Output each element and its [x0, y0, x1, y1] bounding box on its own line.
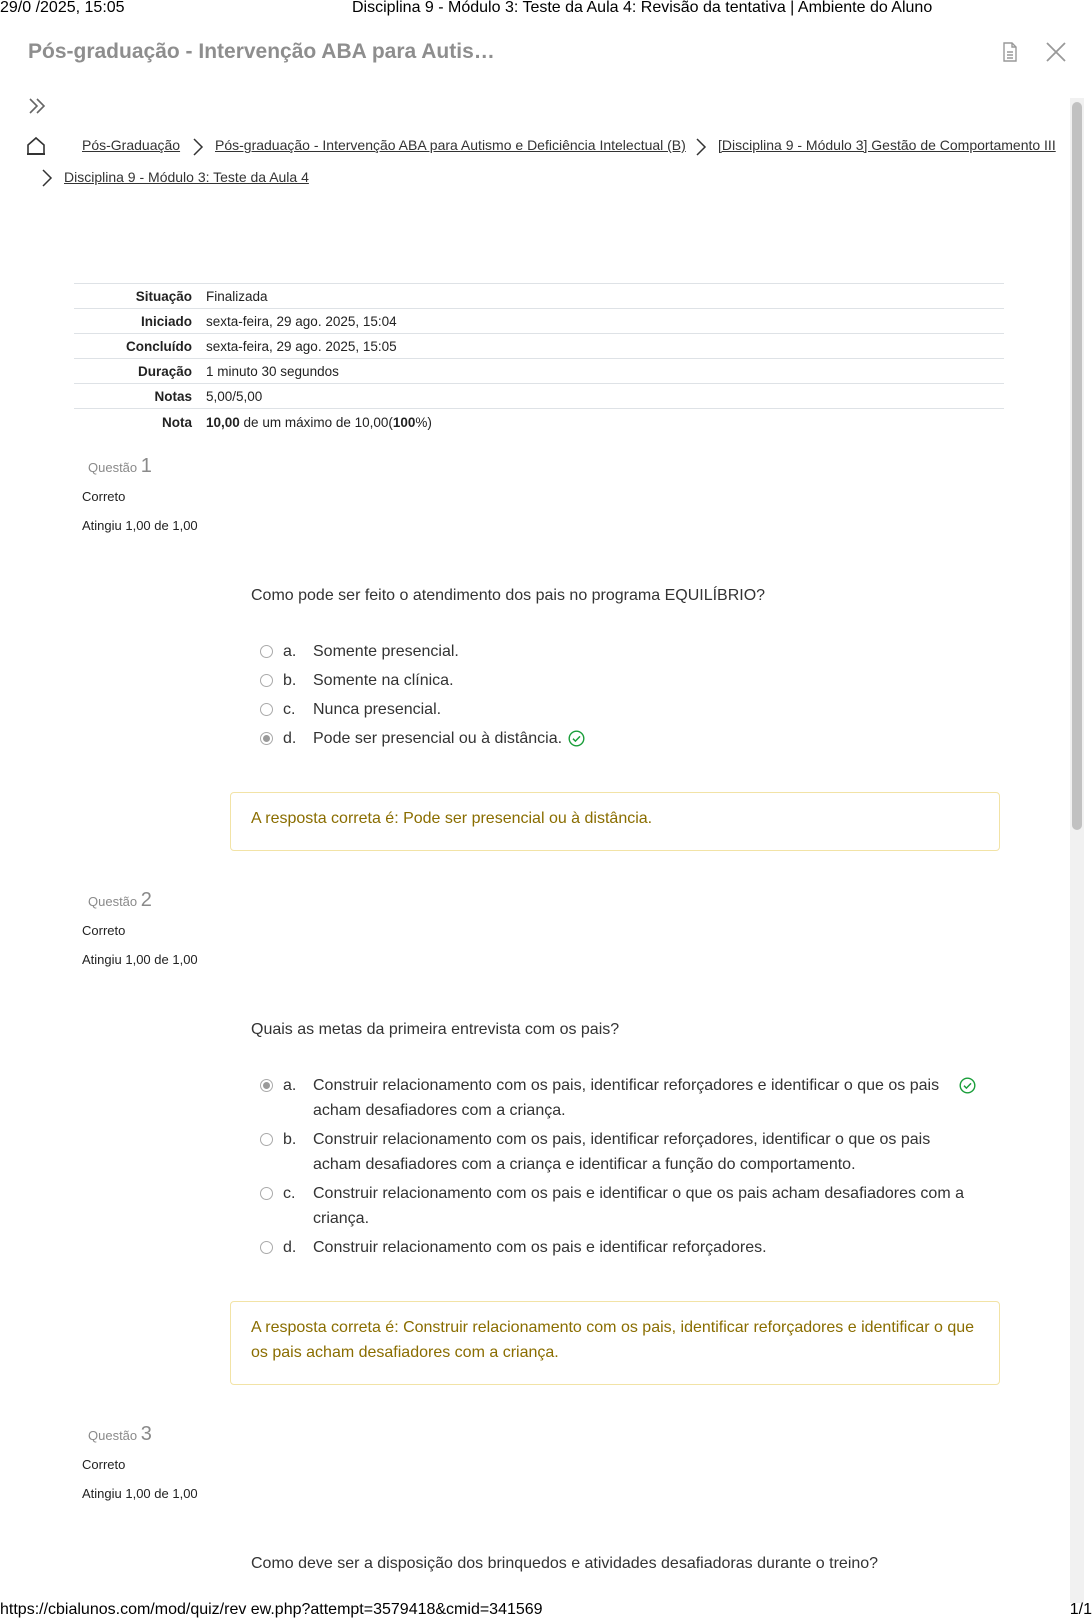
feedback-text: A resposta correta é: Pode ser presencial ou à distância.: [251, 810, 653, 827]
question-state: Correto: [82, 1457, 126, 1472]
answer-option[interactable]: [260, 1181, 980, 1231]
answer-option-selected[interactable]: [260, 726, 980, 751]
grade-percent: 100: [392, 414, 416, 430]
question-state: Correto: [82, 489, 126, 504]
feedback-box: [230, 792, 1000, 851]
breadcrumb-link-course[interactable]: Pós-graduação - Intervenção ABA para Autismo e Deficiência Intelectual (B): [215, 137, 686, 153]
radio-button[interactable]: [260, 645, 273, 658]
radio-button[interactable]: [260, 703, 273, 716]
question-number-value: 1: [140, 455, 152, 477]
summary-label: Notas: [154, 388, 192, 404]
print-url: https://cbialunos.com/mod/quiz/rev ew.php?attempt=3579418&cmid=341569: [0, 1601, 543, 1618]
attempt-summary-table: [74, 283, 1004, 435]
question-text: Como deve ser a disposição dos brinquedos e atividades desafiadoras durante o treino?: [251, 1555, 879, 1572]
scrollbar-thumb[interactable]: [1072, 102, 1082, 830]
question-grade: Atingiu 1,00 de 1,00: [82, 518, 198, 533]
answer-text: Somente na clínica.: [313, 672, 454, 689]
answer-text: Somente presencial.: [313, 643, 459, 660]
answer-option[interactable]: [260, 1127, 980, 1177]
summary-value: sexta-feira, 29 ago. 2025, 15:05: [206, 338, 397, 354]
answer-letter: b.: [283, 672, 297, 689]
summary-label: Situação: [135, 288, 192, 304]
radio-button[interactable]: [260, 1133, 273, 1146]
question-grade: Atingiu 1,00 de 1,00: [82, 952, 198, 967]
chevron-right-icon: [191, 137, 205, 157]
radio-button-checked[interactable]: [260, 732, 273, 745]
breadcrumb-link-quiz[interactable]: Disciplina 9 - Módulo 3: Teste da Aula 4: [64, 169, 309, 185]
summary-row-iniciado: [74, 308, 1004, 333]
answer-letter: d.: [283, 730, 297, 747]
print-page-title: Disciplina 9 - Módulo 3: Teste da Aula 4: Revisão da tentativa | Ambiente do Aluno: [352, 0, 933, 16]
answer-text: Construir relacionamento com os pais e identificar reforçadores.: [313, 1239, 767, 1256]
summary-label: Concluído: [126, 338, 192, 354]
question-number: [88, 889, 152, 912]
question-number: [88, 1423, 152, 1446]
chevron-right-icon: [40, 168, 54, 188]
breadcrumb-link-module[interactable]: [Disciplina 9 - Módulo 3] Gestão de Comportamento III: [718, 137, 1056, 153]
question-number: [88, 455, 152, 478]
answer-text: Pode ser presencial ou à distância.: [313, 730, 563, 747]
summary-value: 5,00/5,00: [206, 388, 263, 404]
question-text: Quais as metas da primeira entrevista com os pais?: [251, 1021, 620, 1038]
print-page-number: 1/1: [1069, 1601, 1092, 1618]
summary-value: [206, 415, 432, 430]
answer-letter: c.: [283, 701, 296, 718]
summary-label: Duração: [137, 363, 192, 379]
correct-check-icon: [959, 1077, 976, 1094]
summary-row-concluido: [74, 333, 1004, 358]
expand-drawer-icon[interactable]: [26, 95, 48, 117]
question-label: Questão: [88, 460, 138, 475]
grade-max-text: de um máximo de 10,00(: [239, 414, 393, 430]
grade-percent-sign: %): [415, 414, 432, 430]
summary-value: 1 minuto 30 segundos: [206, 363, 339, 379]
radio-button-checked[interactable]: [260, 1079, 273, 1092]
summary-value: sexta-feira, 29 ago. 2025, 15:04: [206, 313, 397, 329]
feedback-box: [230, 1301, 1000, 1385]
answer-option-selected[interactable]: [260, 1073, 980, 1123]
answer-letter: d.: [283, 1239, 297, 1256]
radio-button[interactable]: [260, 674, 273, 687]
feedback-text: A resposta correta é: Construir relacionamento com os pais, identificar reforçadores e identificar o que os pais acham desafiadores com a criança.: [251, 1319, 975, 1361]
question-label: Questão: [88, 894, 138, 909]
question-state: Correto: [82, 923, 126, 938]
answer-option[interactable]: [260, 668, 980, 693]
close-icon[interactable]: [1044, 40, 1068, 64]
summary-label: Iniciado: [140, 313, 192, 329]
summary-row-situacao: [74, 283, 1004, 308]
summary-row-nota: [74, 408, 1004, 435]
radio-button[interactable]: [260, 1241, 273, 1254]
answer-letter: a.: [283, 1077, 297, 1094]
home-icon[interactable]: [26, 136, 46, 156]
answer-text: Construir relacionamento com os pais, identificar reforçadores e identificar o que os pais acham desafiadores com a criança.: [313, 1077, 940, 1119]
question-number-value: 2: [140, 889, 152, 911]
answer-option[interactable]: [260, 1235, 980, 1260]
answer-letter: a.: [283, 643, 297, 660]
radio-button[interactable]: [260, 1187, 273, 1200]
question-text: Como pode ser feito o atendimento dos pais no programa EQUILÍBRIO?: [251, 587, 766, 604]
answer-letter: b.: [283, 1131, 297, 1148]
breadcrumb-link-pos-graduacao[interactable]: Pós-Graduação: [82, 137, 181, 153]
question-grade: Atingiu 1,00 de 1,00: [82, 1486, 198, 1501]
document-icon[interactable]: [998, 40, 1022, 64]
question-number-value: 3: [140, 1423, 152, 1445]
question-label: Questão: [88, 1428, 138, 1443]
grade-value: 10,00: [206, 414, 240, 430]
answer-option[interactable]: [260, 639, 980, 664]
answer-text: Nunca presencial.: [313, 701, 442, 718]
summary-value: Finalizada: [206, 288, 268, 304]
summary-row-duracao: [74, 358, 1004, 383]
answer-text: Construir relacionamento com os pais, identificar reforçadores, identificar o que os pais acham desafiadores com a criança e identificar a função do comportamento.: [313, 1131, 931, 1173]
correct-check-icon: [568, 730, 585, 747]
print-datetime: 29/0 /2025, 15:05: [0, 0, 125, 16]
answer-option[interactable]: [260, 697, 980, 722]
summary-row-notas: [74, 383, 1004, 408]
course-title: Pós-graduação - Intervenção ABA para Autis…: [28, 40, 495, 63]
summary-label: Nota: [162, 414, 192, 430]
answer-text: Construir relacionamento com os pais e identificar o que os pais acham desafiadores com a criança.: [313, 1185, 964, 1227]
chevron-right-icon: [694, 137, 708, 157]
answer-letter: c.: [283, 1185, 296, 1202]
